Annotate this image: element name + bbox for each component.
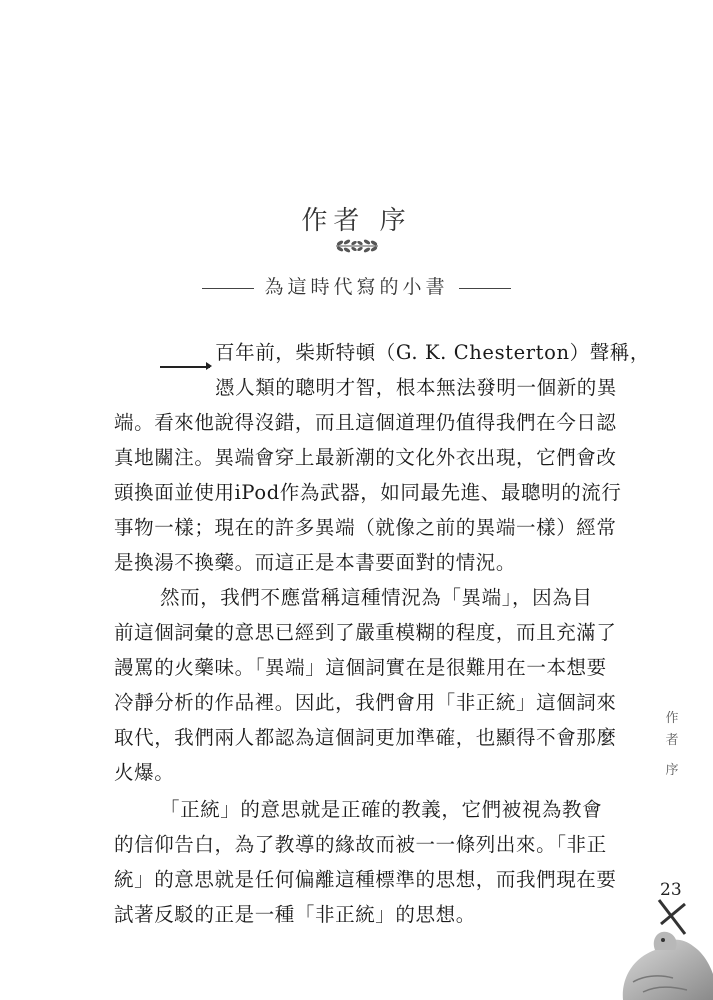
body-line: 「正統」的意思就是正確的教義，它們被視為教會 — [160, 798, 603, 821]
body-line: 冷靜分析的作品裡。因此，我們會用「非正統」這個詞來 — [114, 691, 617, 714]
body-line: 憑人類的聰明才智，根本無法發明一個新的異 — [215, 376, 618, 399]
body-line: 謾罵的火藥味。「異端」這個詞實在是很難用在一本想要 — [114, 656, 607, 679]
body-line: 是換湯不換藥。而這正是本書要面對的情況。 — [114, 551, 517, 574]
page-number: 23 — [660, 880, 682, 900]
body-line: 百年前，柴斯特頓（G. K. Chesterton）聲稱， — [215, 341, 651, 364]
subtitle-dash-right — [459, 288, 511, 289]
subtitle-dash-left — [202, 288, 254, 289]
body-line: 的信仰告白，為了教導的緣故而被一一條列出來。「非正 — [114, 833, 607, 856]
body-line: 前這個詞彙的意思已經到了嚴重模糊的程度，而且充滿了 — [114, 621, 617, 644]
body-line: 端。看來他說得沒錯，而且這個道理仍值得我們在今日認 — [114, 411, 617, 434]
body-line: 試著反駁的正是一種「非正統」的思想。 — [114, 903, 476, 926]
paragraph-decor-arrow-icon — [206, 362, 212, 370]
body-line: 取代，我們兩人都認為這個詞更加準確，也顯得不會那麼 — [114, 726, 617, 749]
side-label-char: 序 — [665, 763, 679, 778]
body-line: 事物一樣；現在的許多異端（就像之前的異端一樣）經常 — [114, 516, 617, 539]
lamb-cross-illustration — [603, 890, 713, 1000]
body-line: 真地關注。異端會穿上最新潮的文化外衣出現，它們會改 — [114, 446, 617, 469]
side-label-char: 作 — [665, 711, 679, 726]
running-header-vertical — [664, 708, 680, 782]
laurel-ornament-icon — [330, 237, 384, 255]
body-line: 統」的意思就是任何偏離這種標準的思想，而我們現在要 — [114, 868, 617, 891]
paragraph-decor-line — [160, 366, 210, 368]
chapter-subtitle-row — [0, 272, 713, 299]
chapter-subtitle: 為這時代寫的小書 — [264, 276, 449, 298]
side-label-gap — [664, 752, 680, 760]
body-line: 然而，我們不應當稱這種情況為「異端」，因為目 — [160, 586, 593, 609]
body-line: 頭換面並使用iPod作為武器，如同最先進、最聰明的流行 — [114, 481, 622, 504]
chapter-title: 作者 序 — [301, 206, 412, 236]
side-label-char: 者 — [665, 733, 679, 748]
body-line: 火爆。 — [114, 761, 175, 784]
